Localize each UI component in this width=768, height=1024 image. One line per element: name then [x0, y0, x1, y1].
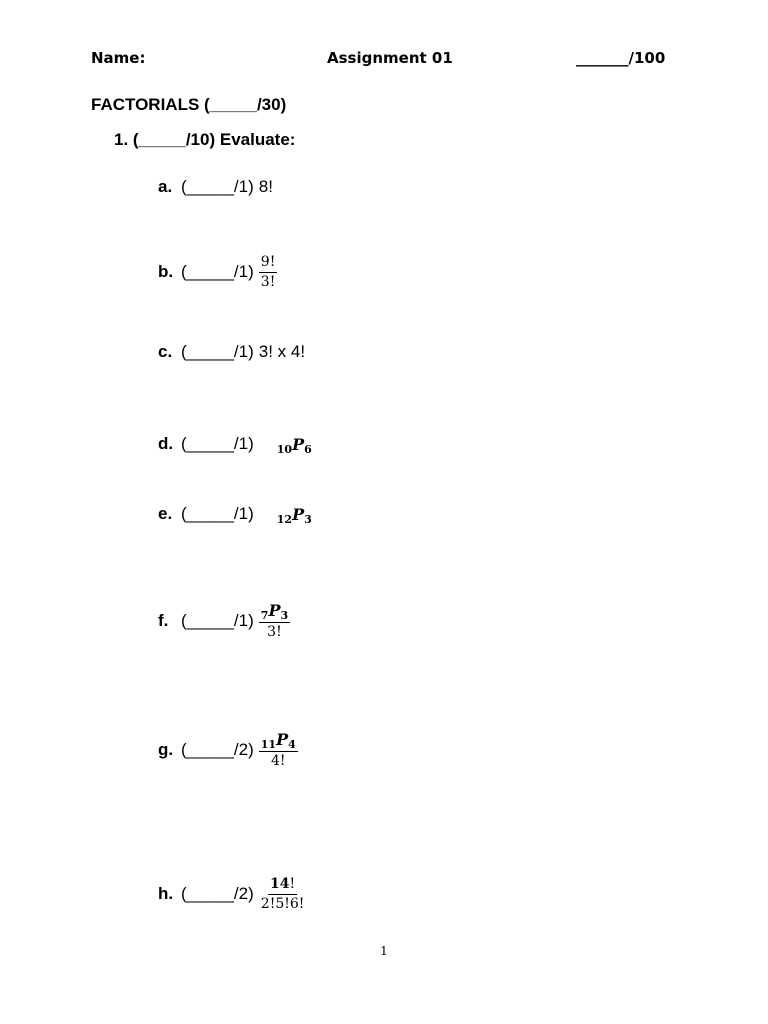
- permutation: [261, 730, 296, 749]
- permutation-symbol: P: [292, 434, 305, 454]
- item-d: [158, 414, 312, 474]
- assignment-title: Assignment 01: [327, 49, 453, 67]
- item-e: [158, 484, 312, 544]
- item-letter: h.: [158, 884, 174, 903]
- total-score-blank: _______/100: [576, 49, 666, 67]
- item-letter: f.: [158, 611, 169, 630]
- expression-text: 3! x 4!: [258, 342, 306, 361]
- item-points-blank: (_____/1): [181, 434, 254, 453]
- item-letter: d.: [158, 434, 174, 453]
- fraction-denominator: 2!5!6!: [260, 895, 305, 912]
- permutation-r: 6: [304, 442, 312, 456]
- permutation-symbol: P: [292, 504, 305, 524]
- item-a: [158, 157, 273, 217]
- page-number: 1: [380, 944, 388, 958]
- fraction: [259, 602, 290, 641]
- permutation: [277, 505, 312, 524]
- item-points-blank: (_____/1): [181, 504, 254, 523]
- item-expression: [259, 731, 298, 770]
- permutation-r: 4: [288, 737, 296, 751]
- item-f: [158, 591, 290, 651]
- item-points-blank: (_____/1): [181, 177, 254, 196]
- permutation-r: 3: [280, 608, 289, 622]
- fraction-numerator: 9!: [259, 254, 278, 273]
- fraction: [259, 254, 278, 291]
- item-letter: c.: [158, 342, 173, 361]
- item-expression: [259, 435, 312, 454]
- section-title: FACTORIALS (_____/30): [91, 95, 287, 114]
- permutation-n: 11: [260, 737, 277, 751]
- fraction: [259, 731, 298, 770]
- item-c: [158, 322, 305, 382]
- item-h: [158, 864, 306, 924]
- permutation-n: 12: [276, 512, 293, 526]
- permutation-n: 7: [260, 608, 269, 622]
- item-expression: [259, 602, 290, 641]
- item-letter: a.: [158, 177, 173, 196]
- item-expression: [259, 876, 307, 913]
- permutation-symbol: P: [276, 729, 289, 749]
- item-g: [158, 720, 298, 780]
- permutation-r: 3: [304, 512, 312, 526]
- permutation-n: 10: [276, 442, 293, 456]
- item-expression: [259, 342, 305, 362]
- permutation: [277, 435, 312, 454]
- fraction-numerator: [259, 602, 290, 623]
- item-letter: b.: [158, 262, 174, 281]
- item-points-blank: (_____/1): [181, 611, 254, 630]
- question-title: 1. (_____/10) Evaluate:: [114, 130, 296, 149]
- fraction: [259, 876, 307, 913]
- permutation: [261, 601, 288, 620]
- fraction-denominator: 3!: [260, 273, 276, 290]
- name-label: Name:: [91, 49, 146, 67]
- expression-text: 8!: [258, 177, 273, 196]
- numerator-number: 14: [270, 875, 290, 892]
- item-points-blank: (_____/1): [181, 262, 254, 281]
- item-letter: e.: [158, 504, 173, 523]
- fraction-numerator: [268, 876, 297, 895]
- fraction-numerator: [259, 731, 298, 752]
- item-points-blank: (_____/2): [181, 740, 254, 759]
- item-expression: [259, 254, 278, 291]
- item-points-blank: (_____/2): [181, 884, 254, 903]
- fraction-denominator: 3!: [267, 623, 282, 640]
- item-expression: [259, 505, 312, 524]
- item-letter: g.: [158, 740, 174, 759]
- item-b: [158, 242, 277, 302]
- item-expression: [259, 177, 273, 197]
- fraction-denominator: 4!: [271, 752, 286, 769]
- permutation-symbol: P: [268, 600, 281, 620]
- numerator-factorial: !: [289, 875, 296, 892]
- item-points-blank: (_____/1): [181, 342, 254, 361]
